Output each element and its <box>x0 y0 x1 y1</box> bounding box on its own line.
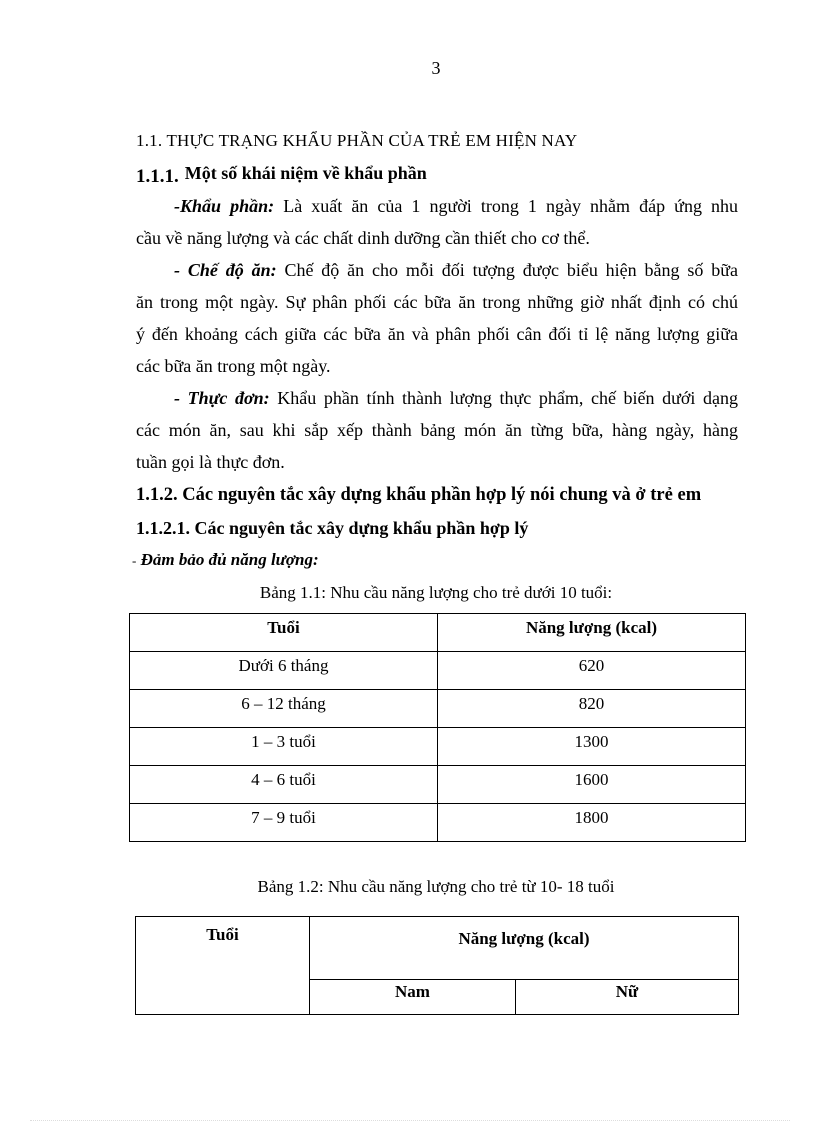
cell-age: 7 – 9 tuổi <box>130 804 438 842</box>
definition-text-line: ý đến khoảng cách giữa các bữa ăn và phân phối cân đối tỉ lệ năng lượng giữa <box>136 324 738 344</box>
column-header-female: Nữ <box>516 980 739 1015</box>
cell-age: 4 – 6 tuổi <box>130 766 438 804</box>
cell-energy: 1600 <box>438 766 746 804</box>
cell-energy: 820 <box>438 690 746 728</box>
definition-khau-phan <box>136 190 738 254</box>
table-row <box>130 728 746 766</box>
definition-thuc-don <box>136 382 738 478</box>
cell-energy: 1300 <box>438 728 746 766</box>
cell-energy: 1800 <box>438 804 746 842</box>
definition-text-line: các bữa ăn trong một ngày. <box>136 356 331 376</box>
definition-che-do-an <box>136 254 738 382</box>
definition-text-line: các món ăn, sau khi sắp xếp thành bảng món ăn từng bữa, hàng ngày, hàng <box>136 420 738 440</box>
cell-age: Dưới 6 tháng <box>130 652 438 690</box>
definition-text-line: ăn trong một ngày. Sự phân phối các bữa ăn trong những giờ nhất định có chú <box>136 292 738 312</box>
definition-text-line: cầu về năng lượng và các chất dinh dưỡng cần thiết cho cơ thể. <box>136 228 590 248</box>
table-header-row <box>136 917 739 980</box>
energy-bullet <box>132 550 319 570</box>
definition-text-line: Khẩu phần tính thành lượng thực phẩm, chế biến dưới dạng <box>277 388 739 408</box>
column-header-age: Tuổi <box>136 917 310 1015</box>
column-header-male: Nam <box>310 980 516 1015</box>
subsection-title: Một số khái niệm về khẩu phần <box>184 163 427 183</box>
table-row <box>130 804 746 842</box>
table-energy-10-18 <box>135 916 739 1015</box>
table-2-caption: Bảng 1.2: Nhu cầu năng lượng cho trẻ từ 10- 18 tuổi <box>257 877 615 896</box>
cell-age: 6 – 12 tháng <box>130 690 438 728</box>
page-bottom-divider <box>30 1120 790 1121</box>
subsection-heading <box>136 163 427 185</box>
column-header-age: Tuổi <box>130 614 438 652</box>
bullet-dash: - <box>132 553 137 568</box>
definition-text-line: tuần gọi là thực đơn. <box>136 452 285 472</box>
heading-1-1-2: 1.1.2. Các nguyên tắc xây dựng khẩu phần hợp lý nói chung và ở trẻ em <box>136 485 702 505</box>
table-energy-under-10 <box>129 613 746 842</box>
table-row <box>130 690 746 728</box>
column-header-energy: Năng lượng (kcal) <box>438 614 746 652</box>
column-header-energy: Năng lượng (kcal) <box>310 917 739 980</box>
table-1-caption: Bảng 1.1: Nhu cầu năng lượng cho trẻ dưới 10 tuổi: <box>259 583 613 602</box>
page-number: 3 <box>431 58 441 78</box>
subsection-number: 1.1.1. <box>136 166 179 187</box>
heading-1-1-2-1: 1.1.2.1. Các nguyên tắc xây dựng khẩu phần hợp lý <box>136 518 529 538</box>
definition-term: - Chế độ ăn: <box>174 260 277 280</box>
cell-energy: 620 <box>438 652 746 690</box>
definition-text-line: Chế độ ăn cho mỗi đối tượng được biểu hiện bằng số bữa <box>284 260 738 280</box>
energy-bullet-text: Đảm bảo đủ năng lượng: <box>140 550 319 569</box>
table-header-row <box>130 614 746 652</box>
cell-age: 1 – 3 tuổi <box>130 728 438 766</box>
definition-term: - Thực đơn: <box>174 388 270 408</box>
section-heading: 1.1. THỰC TRẠNG KHẨU PHẦN CỦA TRẺ EM HIỆN NAY <box>136 131 578 150</box>
table-row <box>130 766 746 804</box>
definition-term: -Khẩu phần: <box>174 196 275 216</box>
definition-text-line: Là xuất ăn của 1 người trong 1 ngày nhằm đáp ứng nhu <box>283 196 739 216</box>
table-row <box>130 652 746 690</box>
